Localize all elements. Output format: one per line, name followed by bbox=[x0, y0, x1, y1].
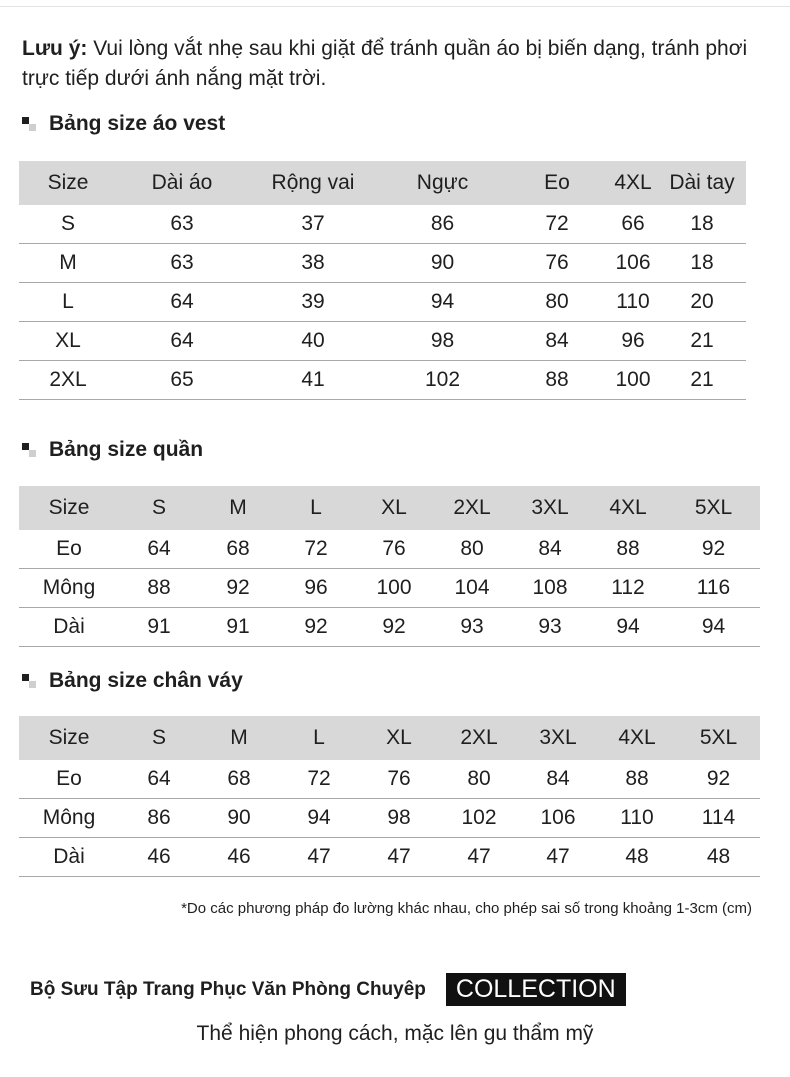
table-row bbox=[19, 569, 760, 608]
table-cell: 68 bbox=[199, 760, 279, 799]
table-cell: 93 bbox=[511, 608, 589, 647]
column-header: M bbox=[199, 716, 279, 760]
table-cell: 86 bbox=[119, 799, 199, 838]
top-divider bbox=[0, 6, 790, 7]
table-cell: 92 bbox=[355, 608, 433, 647]
column-header: Ngực bbox=[379, 161, 506, 205]
table-cell: 86 bbox=[379, 205, 506, 244]
column-header: 2XL bbox=[439, 716, 519, 760]
table-cell: 47 bbox=[279, 838, 359, 877]
row-label-cell: Dài bbox=[19, 608, 119, 647]
column-header: 4XL bbox=[597, 716, 677, 760]
table-row bbox=[19, 799, 760, 838]
table-cell: 92 bbox=[277, 608, 355, 647]
care-note-text: Vui lòng vắt nhẹ sau khi giặt để tránh quần áo bị biến dạng, tránh phơi trực tiếp dưới ánh nắng mặt trời. bbox=[22, 37, 748, 90]
column-header: Size bbox=[19, 486, 119, 530]
table-cell: 20 bbox=[658, 283, 746, 322]
table-cell: 102 bbox=[379, 361, 506, 400]
table-cell: 94 bbox=[667, 608, 760, 647]
table-cell: 18 bbox=[658, 244, 746, 283]
table-cell: 39 bbox=[247, 283, 379, 322]
square-bullet-icon bbox=[22, 674, 36, 688]
table-cell: 100 bbox=[355, 569, 433, 608]
skirt-header-row bbox=[19, 716, 760, 760]
table-cell: 68 bbox=[199, 530, 277, 569]
pants-size-table bbox=[19, 486, 760, 647]
pants-title: Bảng size quần bbox=[49, 438, 204, 461]
table-cell: 104 bbox=[433, 569, 511, 608]
table-cell: 102 bbox=[439, 799, 519, 838]
table-cell: 110 bbox=[597, 799, 677, 838]
care-note bbox=[22, 34, 782, 94]
column-header: Rộng vai bbox=[247, 161, 379, 205]
column-header: L bbox=[277, 486, 355, 530]
column-header: 3XL bbox=[511, 486, 589, 530]
table-cell: 47 bbox=[519, 838, 597, 877]
table-cell: 108 bbox=[511, 569, 589, 608]
table-cell: 63 bbox=[117, 205, 247, 244]
table-row bbox=[19, 760, 760, 799]
table-cell: 72 bbox=[277, 530, 355, 569]
table-cell: 94 bbox=[589, 608, 667, 647]
table-cell: 21 bbox=[658, 322, 746, 361]
table-cell: 40 bbox=[247, 322, 379, 361]
table-cell: 94 bbox=[379, 283, 506, 322]
table-cell: 48 bbox=[677, 838, 760, 877]
table-row bbox=[19, 361, 746, 400]
table-cell: 116 bbox=[667, 569, 760, 608]
row-label-cell: S bbox=[19, 205, 117, 244]
table-row bbox=[19, 608, 760, 647]
table-cell: 100 bbox=[608, 361, 658, 400]
column-header: L bbox=[279, 716, 359, 760]
column-header: S bbox=[119, 716, 199, 760]
table-cell: 46 bbox=[119, 838, 199, 877]
table-cell: 96 bbox=[608, 322, 658, 361]
column-header: 4XL bbox=[589, 486, 667, 530]
column-header: XL bbox=[359, 716, 439, 760]
table-cell: 65 bbox=[117, 361, 247, 400]
row-label-cell: Eo bbox=[19, 760, 119, 799]
pants-header-row bbox=[19, 486, 760, 530]
column-header: 5XL bbox=[667, 486, 760, 530]
column-header: 5XL bbox=[677, 716, 760, 760]
column-header: M bbox=[199, 486, 277, 530]
row-label-cell: XL bbox=[19, 322, 117, 361]
table-cell: 41 bbox=[247, 361, 379, 400]
table-cell: 106 bbox=[608, 244, 658, 283]
table-cell: 47 bbox=[439, 838, 519, 877]
tagline: Thể hiện phong cách, mặc lên gu thẩm mỹ bbox=[196, 1022, 594, 1045]
row-label-cell: M bbox=[19, 244, 117, 283]
table-cell: 98 bbox=[359, 799, 439, 838]
table-cell: 92 bbox=[199, 569, 277, 608]
skirt-size-table bbox=[19, 716, 760, 877]
table-row bbox=[19, 244, 746, 283]
collection-banner bbox=[30, 973, 626, 1006]
table-row bbox=[19, 283, 746, 322]
table-row bbox=[19, 205, 746, 244]
table-cell: 90 bbox=[199, 799, 279, 838]
square-bullet-icon bbox=[22, 117, 36, 131]
table-cell: 46 bbox=[199, 838, 279, 877]
table-cell: 91 bbox=[199, 608, 277, 647]
square-bullet-icon bbox=[22, 443, 36, 457]
row-label-cell: Eo bbox=[19, 530, 119, 569]
table-cell: 92 bbox=[667, 530, 760, 569]
table-cell: 114 bbox=[677, 799, 760, 838]
table-row bbox=[19, 838, 760, 877]
column-header: 2XL bbox=[433, 486, 511, 530]
column-header: XL bbox=[355, 486, 433, 530]
vest-title: Bảng size áo vest bbox=[49, 112, 226, 135]
table-cell: 72 bbox=[506, 205, 608, 244]
skirt-title: Bảng size chân váy bbox=[49, 669, 243, 692]
table-cell: 21 bbox=[658, 361, 746, 400]
row-label-cell: 2XL bbox=[19, 361, 117, 400]
table-cell: 112 bbox=[589, 569, 667, 608]
table-cell: 66 bbox=[608, 205, 658, 244]
column-header: Size bbox=[19, 161, 117, 205]
table-cell: 48 bbox=[597, 838, 677, 877]
table-cell: 80 bbox=[506, 283, 608, 322]
table-cell: 80 bbox=[439, 760, 519, 799]
table-cell: 38 bbox=[247, 244, 379, 283]
collection-text: Bộ Sưu Tập Trang Phục Văn Phòng Chuyêp bbox=[30, 978, 426, 1000]
table-cell: 96 bbox=[277, 569, 355, 608]
table-cell: 92 bbox=[677, 760, 760, 799]
table-cell: 72 bbox=[279, 760, 359, 799]
row-label-cell: Mông bbox=[19, 569, 119, 608]
table-cell: 47 bbox=[359, 838, 439, 877]
collection-badge: COLLECTION bbox=[446, 973, 626, 1006]
column-header: 4XL bbox=[608, 161, 658, 205]
pants-section-title bbox=[22, 438, 203, 462]
column-header: Eo bbox=[506, 161, 608, 205]
table-cell: 91 bbox=[119, 608, 199, 647]
table-cell: 37 bbox=[247, 205, 379, 244]
table-row bbox=[19, 322, 746, 361]
table-cell: 84 bbox=[506, 322, 608, 361]
row-label-cell: Mông bbox=[19, 799, 119, 838]
table-cell: 88 bbox=[119, 569, 199, 608]
table-cell: 76 bbox=[359, 760, 439, 799]
column-header: Dài áo bbox=[117, 161, 247, 205]
vest-size-table bbox=[19, 161, 746, 400]
table-cell: 64 bbox=[119, 760, 199, 799]
column-header: Size bbox=[19, 716, 119, 760]
table-cell: 88 bbox=[597, 760, 677, 799]
care-note-label: Lưu ý: bbox=[22, 37, 88, 60]
table-cell: 18 bbox=[658, 205, 746, 244]
tolerance-footnote: *Do các phương pháp đo lường khác nhau, cho phép sai số trong khoảng 1-3cm (cm) bbox=[181, 900, 752, 917]
table-cell: 106 bbox=[519, 799, 597, 838]
column-header: Dài tay bbox=[658, 161, 746, 205]
vest-section-title bbox=[22, 112, 225, 136]
table-cell: 84 bbox=[511, 530, 589, 569]
table-cell: 88 bbox=[589, 530, 667, 569]
row-label-cell: Dài bbox=[19, 838, 119, 877]
row-label-cell: L bbox=[19, 283, 117, 322]
table-cell: 76 bbox=[355, 530, 433, 569]
column-header: 3XL bbox=[519, 716, 597, 760]
table-row bbox=[19, 530, 760, 569]
table-cell: 64 bbox=[117, 283, 247, 322]
table-cell: 98 bbox=[379, 322, 506, 361]
table-cell: 94 bbox=[279, 799, 359, 838]
table-cell: 64 bbox=[117, 322, 247, 361]
table-cell: 64 bbox=[119, 530, 199, 569]
vest-header-row bbox=[19, 161, 746, 205]
table-cell: 93 bbox=[433, 608, 511, 647]
table-cell: 76 bbox=[506, 244, 608, 283]
skirt-section-title bbox=[22, 669, 243, 693]
column-header: S bbox=[119, 486, 199, 530]
table-cell: 80 bbox=[433, 530, 511, 569]
table-cell: 90 bbox=[379, 244, 506, 283]
table-cell: 63 bbox=[117, 244, 247, 283]
table-cell: 110 bbox=[608, 283, 658, 322]
table-cell: 84 bbox=[519, 760, 597, 799]
table-cell: 88 bbox=[506, 361, 608, 400]
